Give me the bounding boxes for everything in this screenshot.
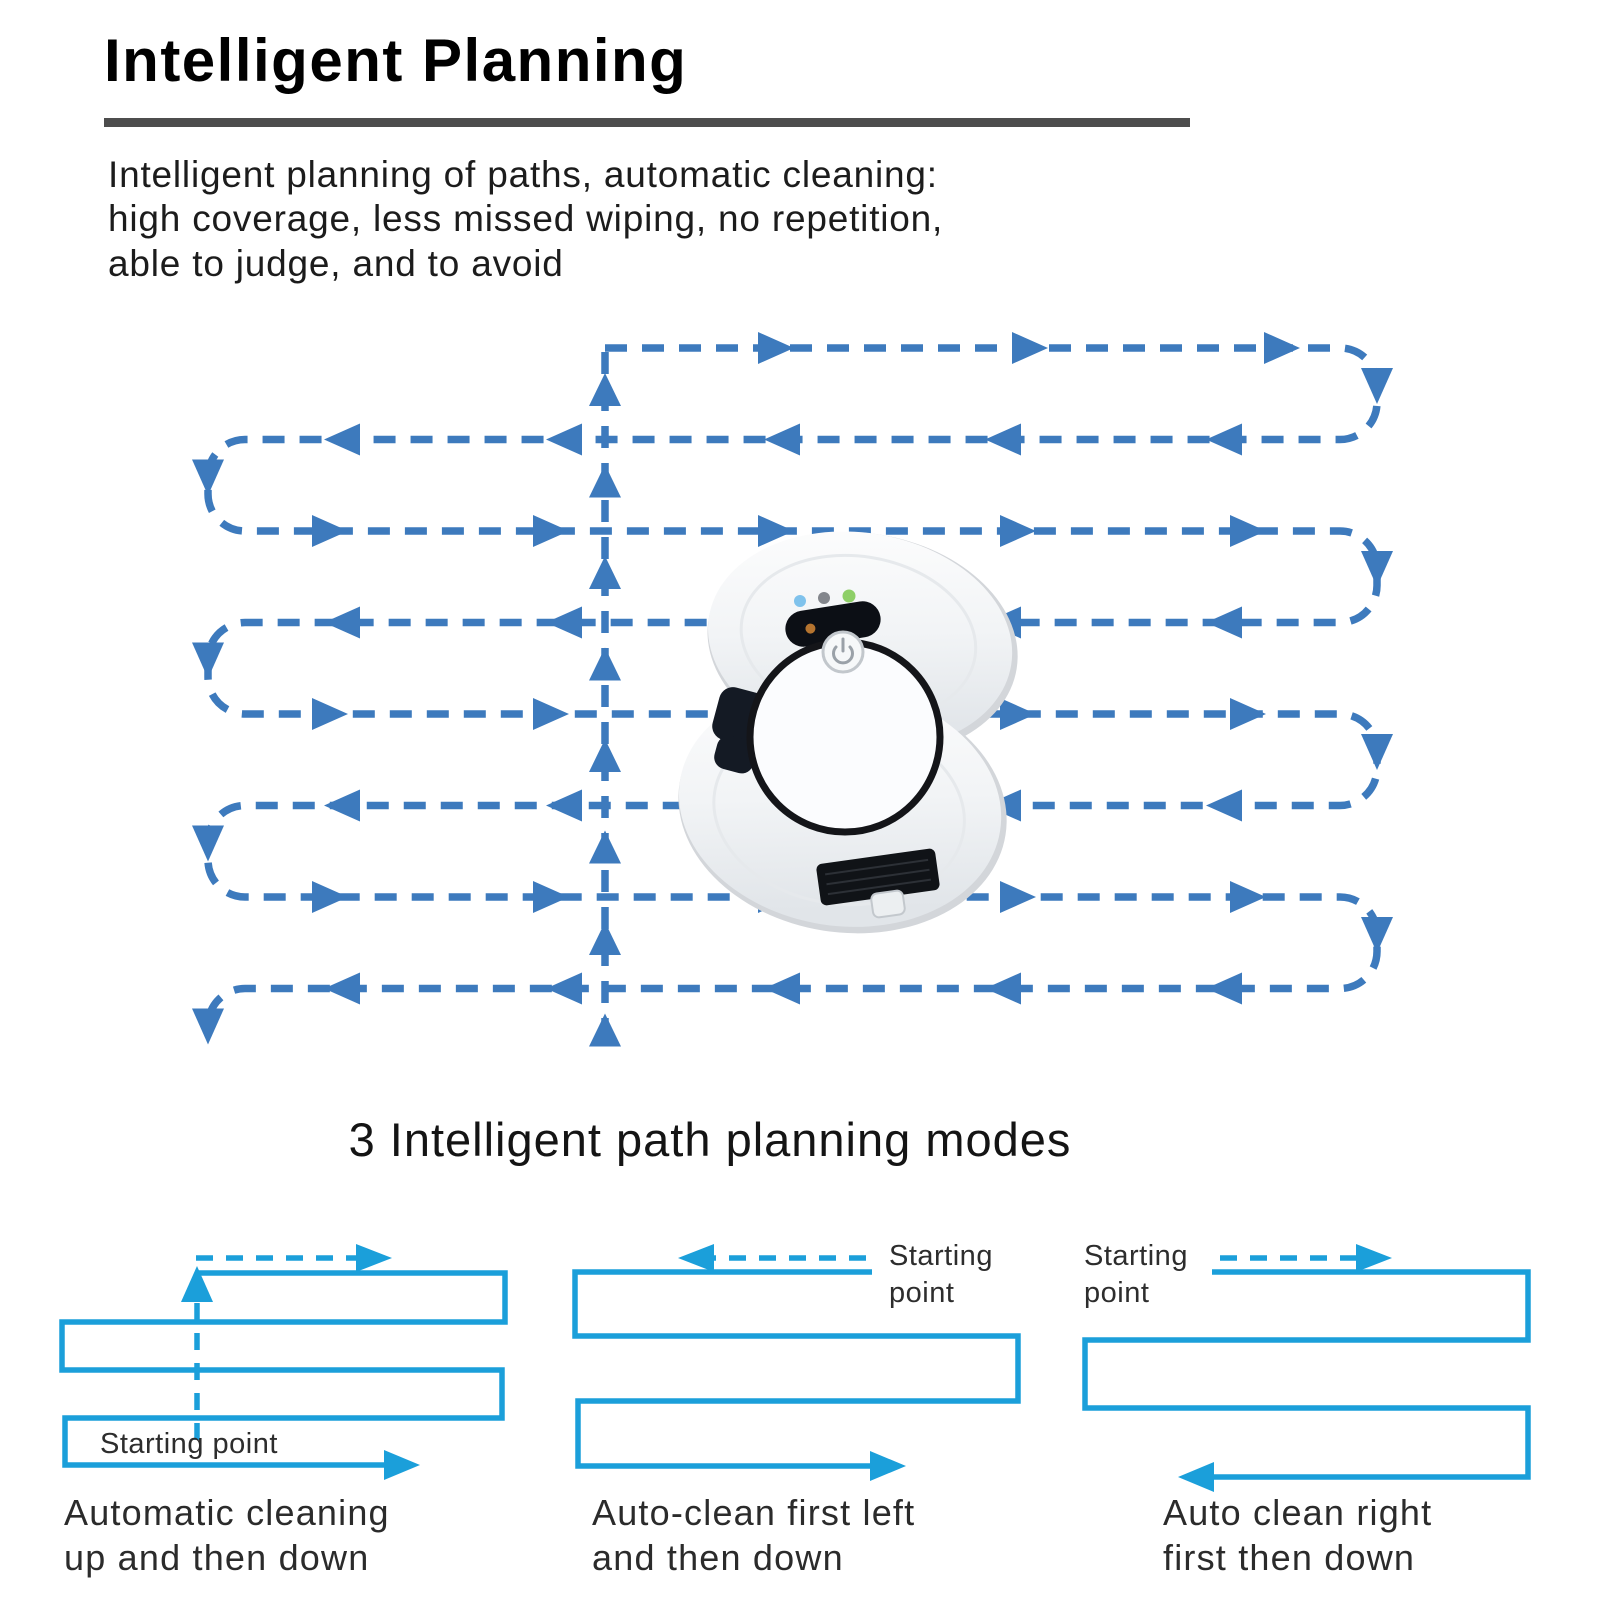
arrowhead-right-icon bbox=[1230, 515, 1266, 547]
caption-line: and then down bbox=[592, 1537, 844, 1578]
mode-1-caption bbox=[64, 1490, 390, 1580]
arrowhead-up-icon bbox=[589, 556, 621, 589]
arrowhead-right-icon bbox=[1356, 1244, 1392, 1272]
page-title: Intelligent Planning bbox=[104, 27, 688, 94]
arrowhead-left-icon bbox=[1206, 973, 1242, 1005]
arrowhead-right-icon bbox=[1000, 881, 1036, 913]
label-line: Starting point bbox=[100, 1428, 278, 1460]
arrowhead-right-icon bbox=[312, 515, 348, 547]
arrowhead-down-icon bbox=[1361, 551, 1393, 587]
caption-line: Auto clean right bbox=[1163, 1492, 1433, 1533]
arrowhead-down-icon bbox=[192, 643, 224, 679]
arrowhead-right-icon bbox=[312, 881, 348, 913]
arrowhead-right-icon bbox=[1230, 881, 1266, 913]
caption-line: Automatic cleaning bbox=[64, 1492, 390, 1533]
robot-image bbox=[660, 510, 1049, 957]
starting-point-label-mode-2 bbox=[889, 1238, 993, 1312]
arrowhead-up-icon bbox=[589, 1014, 621, 1047]
robot-power-button-icon bbox=[823, 632, 863, 672]
arrowhead-left-icon bbox=[678, 1244, 714, 1272]
description-line: high coverage, less missed wiping, no repetition, bbox=[108, 198, 944, 240]
caption-line: Auto-clean first left bbox=[592, 1492, 916, 1533]
robot-indicator-gray-icon bbox=[818, 592, 830, 604]
robot-indicator-green-icon bbox=[843, 590, 856, 603]
arrowhead-right-icon bbox=[758, 332, 794, 364]
arrowhead-up-icon bbox=[589, 373, 621, 406]
arrowhead-left-icon bbox=[985, 424, 1021, 456]
arrowhead-down-icon bbox=[192, 460, 224, 496]
arrowhead-right-icon bbox=[533, 881, 569, 913]
arrowhead-right-icon bbox=[533, 515, 569, 547]
arrowhead-down-icon bbox=[1361, 734, 1393, 770]
label-line: point bbox=[1084, 1277, 1150, 1310]
arrowhead-left-icon bbox=[1178, 1462, 1214, 1492]
robot-indicator-blue-icon bbox=[794, 595, 806, 607]
arrowhead-right-icon bbox=[1264, 332, 1300, 364]
arrowhead-down-icon bbox=[192, 826, 224, 862]
description-line: Intelligent planning of paths, automatic cleaning: bbox=[108, 154, 938, 195]
description-line: able to judge, and to avoid bbox=[108, 242, 564, 284]
arrowhead-left-icon bbox=[546, 607, 582, 639]
arrowhead-right-icon bbox=[1000, 698, 1036, 730]
arrowhead-up-icon bbox=[589, 648, 621, 681]
label-line: point bbox=[889, 1277, 955, 1310]
mode-2-caption bbox=[592, 1490, 915, 1580]
arrowhead-right-icon bbox=[384, 1450, 420, 1480]
arrowhead-left-icon bbox=[546, 424, 582, 456]
arrowhead-left-icon bbox=[546, 973, 582, 1005]
arrowhead-left-icon bbox=[1206, 424, 1242, 456]
arrowhead-down-icon bbox=[1361, 368, 1393, 404]
mode-3-caption bbox=[1163, 1490, 1432, 1580]
arrowhead-right-icon bbox=[870, 1451, 906, 1481]
arrowhead-right-icon bbox=[312, 698, 348, 730]
arrowhead-up-icon bbox=[589, 831, 621, 864]
label-line: Starting bbox=[1084, 1240, 1188, 1272]
arrowhead-left-icon bbox=[1206, 790, 1242, 822]
arrowhead-right-icon bbox=[1000, 515, 1036, 547]
arrowhead-up-icon bbox=[589, 739, 621, 772]
arrowhead-right-icon bbox=[356, 1244, 392, 1272]
arrowhead-up-icon bbox=[589, 465, 621, 498]
starting-point-label-mode-1 bbox=[100, 1426, 278, 1463]
arrowhead-left-icon bbox=[764, 424, 800, 456]
arrowhead-left-icon bbox=[324, 424, 360, 456]
arrowhead-left-icon bbox=[985, 973, 1021, 1005]
caption-line: first then down bbox=[1163, 1537, 1416, 1578]
robot-bottom-tab bbox=[870, 890, 905, 918]
modes-heading: 3 Intelligent path planning modes bbox=[348, 1113, 1072, 1166]
arrowhead-left-icon bbox=[546, 790, 582, 822]
arrowhead-left-icon bbox=[1206, 607, 1242, 639]
arrowhead-right-icon bbox=[1012, 332, 1048, 364]
label-line: Starting bbox=[889, 1240, 993, 1272]
arrowhead-right-icon bbox=[533, 698, 569, 730]
arrowhead-left-icon bbox=[324, 973, 360, 1005]
caption-line: up and then down bbox=[64, 1537, 370, 1578]
arrowhead-left-icon bbox=[764, 973, 800, 1005]
arrowhead-left-icon bbox=[324, 607, 360, 639]
arrowhead-down-icon bbox=[192, 1009, 224, 1045]
arrowhead-up-icon bbox=[589, 922, 621, 955]
arrowhead-down-icon bbox=[1361, 917, 1393, 953]
starting-point-label-mode-3 bbox=[1084, 1238, 1188, 1312]
arrowhead-left-icon bbox=[324, 790, 360, 822]
arrowhead-right-icon bbox=[1230, 698, 1266, 730]
